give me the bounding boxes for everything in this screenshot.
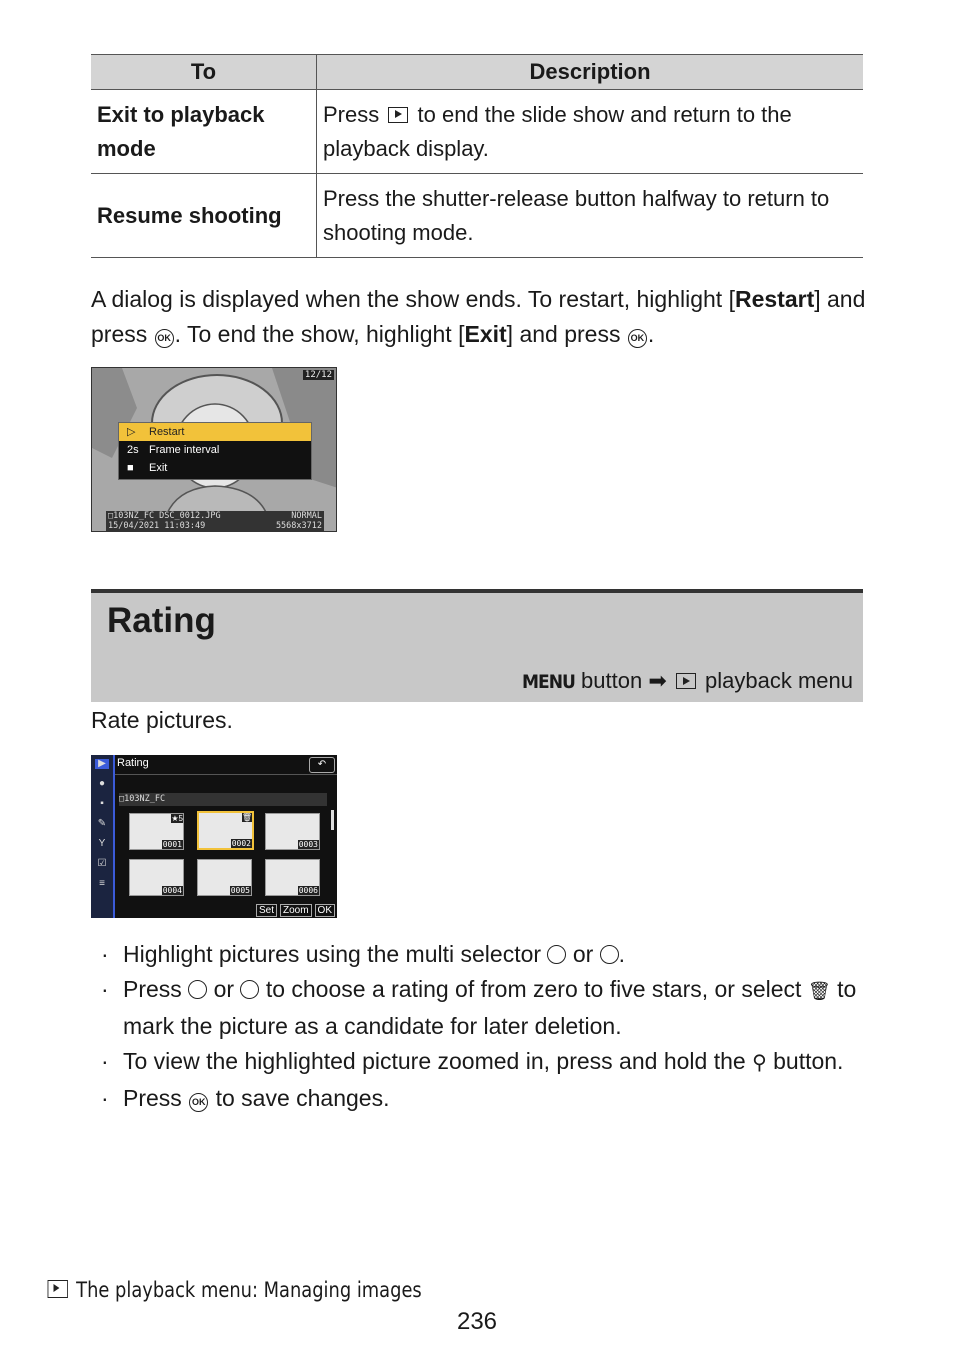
menu-sidebar: [91, 755, 115, 918]
zoom-hint: Zoom: [280, 904, 312, 917]
slideshow-end-dialog: [118, 422, 312, 480]
rating-section-header: [91, 589, 863, 702]
table-cell-description: Press to end the slide show and return to the playback display.: [317, 90, 864, 174]
slideshow-end-screen: [91, 367, 337, 532]
thumbnail[interactable]: 0006: [265, 859, 320, 896]
list-item: · Press or to choose a rating of from zero to five stars, or select 🗑 to mark the picture as a candidate for later deletion.: [91, 972, 861, 1044]
wrench-tab-icon[interactable]: Y: [98, 838, 106, 849]
trash-mark-icon: 🗑: [241, 813, 252, 822]
playback-tab-icon[interactable]: ▶: [95, 759, 109, 769]
screen-footer: [256, 904, 335, 917]
play-icon: ▷: [127, 426, 136, 438]
interval-icon: 2s: [127, 444, 139, 456]
multi-selector-right-icon: [600, 945, 619, 964]
ok-icon: OK: [189, 1093, 208, 1112]
back-icon[interactable]: ↶: [309, 757, 335, 773]
menu-item-exit[interactable]: ■ Exit: [119, 459, 311, 477]
menu-path: MENU button ➡ playback menu: [522, 668, 853, 693]
thumbnail[interactable]: 0003: [265, 813, 320, 850]
table-header-to: To: [91, 55, 317, 90]
table-cell-description: Press the shutter-release button halfway to return to shooting mode.: [317, 174, 864, 258]
set-hint: Set: [256, 904, 277, 917]
list-item: · To view the highlighted picture zoomed in, press and hold the ⚲ button.: [91, 1044, 861, 1081]
screen-title: Rating: [117, 757, 149, 769]
multi-selector-up-icon: [188, 980, 207, 999]
arrow-icon: ➡: [648, 668, 667, 693]
zoom-in-icon: ⚲: [752, 1052, 767, 1074]
table-cell-to: Exit to playback mode: [91, 90, 317, 174]
menu-item-frame-interval[interactable]: 2s Frame interval: [119, 441, 311, 459]
table-cell-to: Resume shooting: [91, 174, 317, 258]
retouch-tab-icon[interactable]: ☑: [97, 858, 107, 869]
section-footer: The playback menu: Managing images: [45, 1278, 422, 1302]
mymenu-tab-icon[interactable]: ≡: [99, 878, 105, 889]
thumbnail[interactable]: 0004: [129, 859, 184, 896]
table-header-description: Description: [317, 55, 864, 90]
thumbnail[interactable]: 0005: [197, 859, 252, 896]
pencil-tab-icon[interactable]: ✎: [97, 818, 107, 829]
multi-selector-left-icon: [547, 945, 566, 964]
folder-label: □103NZ_FC: [119, 793, 327, 806]
playback-icon: [48, 1280, 68, 1298]
table-row: [91, 90, 863, 174]
menu-item-restart[interactable]: ▷ Restart: [119, 423, 311, 441]
thumbnail-selected[interactable]: 🗑 0002: [197, 811, 254, 850]
scrollbar[interactable]: [331, 810, 334, 830]
frame-counter: 12/12: [304, 370, 332, 380]
table-row: [91, 174, 863, 258]
section-title: Rating: [107, 601, 216, 640]
instruction-list: [91, 937, 861, 1116]
controls-table: [91, 54, 863, 258]
intro-text: Rate pictures.: [91, 707, 233, 733]
camera-tab-icon[interactable]: ●: [98, 778, 106, 789]
dialog-paragraph: A dialog is displayed when the show ends. To restart, highlight [Restart] and press OK . To end the show, highlight [Exit] and press OK .: [91, 286, 866, 347]
page-number: 236: [456, 1308, 498, 1335]
list-item: · Highlight pictures using the multi selector or .: [91, 937, 861, 972]
multi-selector-down-icon: [240, 980, 259, 999]
playback-icon: [388, 107, 408, 123]
movie-tab-icon[interactable]: ▪: [100, 798, 104, 809]
thumbnail[interactable]: ★5 0001: [129, 813, 184, 850]
stop-icon: ■: [127, 462, 134, 474]
ok-icon: OK: [628, 329, 647, 348]
ok-hint: OK: [315, 904, 335, 917]
ok-icon: OK: [155, 329, 174, 348]
delete-candidate-icon: 🗑: [807, 981, 831, 1001]
rating-badge: ★5: [171, 814, 183, 823]
list-item: · Press OK to save changes.: [91, 1081, 861, 1116]
rating-screen: [91, 755, 337, 918]
playback-icon: [676, 673, 696, 689]
photo-info-bar: □103NZ_FC DSC_0012.JPG NORMAL 15/04/2021 11:03:49 5568x3712: [108, 511, 322, 531]
